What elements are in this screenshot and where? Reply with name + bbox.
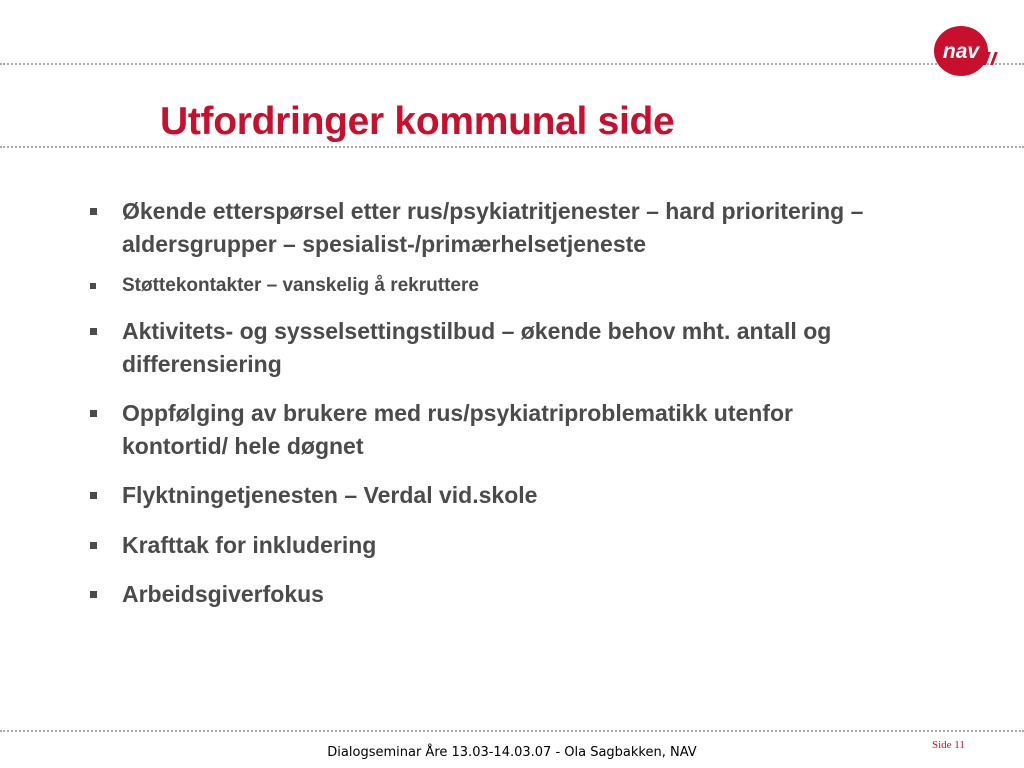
bullet-text: Arbeidsgiverfokus [122, 581, 324, 607]
bullet-square-icon [90, 410, 97, 417]
bullet-square-icon [90, 283, 96, 289]
bullet-text: Oppfølging av brukere med rus/psykiatriproblematikk utenfor kontortid/ hele døgnet [122, 400, 793, 459]
bullet-list [90, 195, 890, 630]
bullet-item [90, 578, 890, 611]
nav-logo-graphic [922, 24, 1024, 80]
title-divider [0, 146, 1024, 148]
bullet-item [90, 397, 890, 463]
top-divider [0, 63, 1024, 65]
bullet-text: Støttekontakter – vanskelig å rekruttere [122, 275, 479, 296]
slide-title: Utfordringer kommunal side [160, 100, 675, 143]
bullet-text: Aktivitets- og sysselsettingstilbud – økende behov mht. antall og differensiering [122, 318, 832, 377]
bullet-text: Flyktningetjenesten – Verdal vid.skole [122, 482, 538, 508]
footer-divider [0, 730, 1024, 732]
bullet-square-icon [90, 208, 97, 215]
bullet-item [90, 315, 890, 381]
bullet-item [90, 273, 890, 299]
bullet-square-icon [90, 542, 97, 549]
footer-text: Dialogseminar Åre 13.03-14.03.07 - Ola Sagbakken, NAV [327, 745, 697, 760]
bullet-text: Krafttak for inkludering [122, 532, 377, 558]
bullet-item [90, 529, 890, 562]
nav-logo [922, 24, 1024, 80]
bullet-text: Økende etterspørsel etter rus/psykiatritjenester – hard prioritering – aldersgrupper – spesialist-/primærhelsetjeneste [122, 198, 864, 257]
slide-number: Side 11 [932, 739, 965, 751]
bullet-item [90, 195, 890, 261]
nav-logo-wordmark: nav [942, 40, 980, 63]
bullet-square-icon [90, 328, 97, 335]
bullet-square-icon [90, 492, 97, 499]
bullet-square-icon [90, 591, 97, 598]
bullet-item [90, 479, 890, 512]
